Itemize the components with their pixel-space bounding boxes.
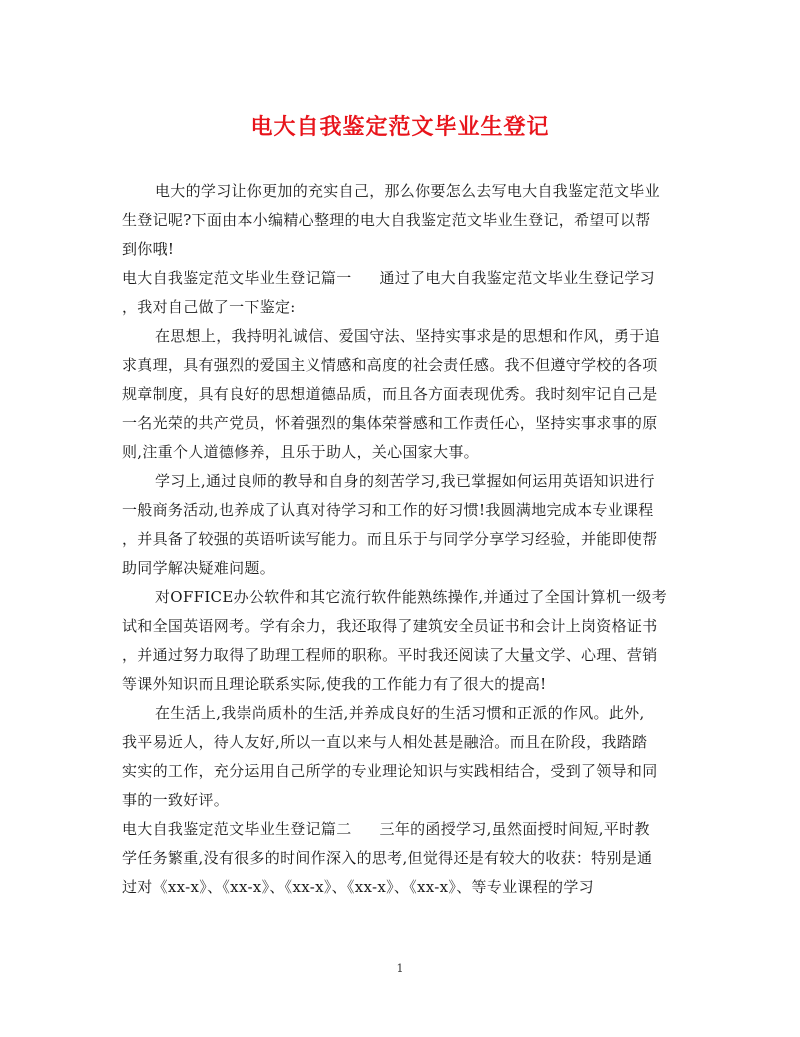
text-line: 一名光荣的共产党员，怀着强烈的集体荣誉感和工作责任心，坚持实事求事的原 — [122, 414, 658, 432]
text-line: 到你哦! — [122, 240, 175, 258]
text-line: 过对《xx-x》、《xx-x》、《xx-x》、《xx-x》、《xx-x》、等专业课程的学习 — [122, 878, 594, 896]
text-line: ，并通过努力取得了助理工程师的职称。平时我还阅读了大量文学、心理、营销 — [122, 646, 658, 664]
paragraph-study — [122, 467, 678, 583]
text-line: 一般商务活动,也养成了认真对待学习和工作的好习惯!我圆满地完成本专业课程 — [122, 501, 654, 519]
text-line: 事的一致好评。 — [122, 791, 230, 809]
section-heading-two: 电大自我鉴定范文毕业生登记篇二 — [122, 820, 352, 838]
text-line: 求真理，具有强烈的爱国主义情感和高度的社会责任感。我不但遵守学校的各项 — [122, 356, 658, 374]
paragraph-skills — [122, 583, 678, 699]
paragraph-section-one — [122, 264, 678, 322]
paragraph-intro — [122, 177, 678, 264]
text-line: 在思想上，我持明礼诚信、爱国守法、坚持实事求是的思想和作风，勇于追 — [155, 327, 660, 345]
text-line: 我平易近人，待人友好,所以一直以来与人相处甚是融洽。而且在阶段，我踏踏 — [122, 733, 648, 751]
section-heading-one: 电大自我鉴定范文毕业生登记篇一 — [122, 269, 352, 287]
text-line: 试和全国英语网考。学有余力，我还取得了建筑安全员证书和会计上岗资格证书 — [122, 617, 658, 635]
paragraph-life — [122, 699, 678, 815]
document-title: 电大自我鉴定范文毕业生登记 — [250, 114, 550, 140]
text-line: 学任务繁重,没有很多的时间作深入的思考,但觉得还是有较大的收获：特别是通 — [122, 849, 653, 867]
text-line: ，我对自己做了一下鉴定: — [122, 298, 296, 316]
text-line: ，并具备了较强的英语听读写能力。而且乐于与同学分享学习经验，并能即使帮 — [122, 530, 658, 548]
text-line: 电大的学习让你更加的充实自己，那么你要怎么去写电大自我鉴定范文毕业 — [155, 182, 660, 200]
text-fragment: 三年的函授学习,虽然面授时间短,平时教 — [379, 820, 650, 838]
text-line — [122, 815, 678, 844]
text-line: 对OFFICE办公软件和其它流行软件能熟练操作,并通过了全国计算机一级考 — [155, 588, 668, 606]
text-line: 实实的工作，充分运用自己所学的专业理论知识与实践相结合，受到了领导和同 — [122, 762, 658, 780]
paragraph-thought — [122, 322, 678, 467]
text-fragment: 通过了电大自我鉴定范文毕业生登记学习 — [379, 269, 655, 287]
text-line: 学习上,通过良师的教导和自身的刻苦学习,我已掌握如何运用英语知识进行 — [155, 472, 655, 490]
page-number: 1 — [396, 962, 404, 975]
document-body — [122, 177, 678, 902]
text-line: 等课外知识而且理论联系实际,使我的工作能力有了很大的提高! — [122, 675, 547, 693]
text-line: 生登记呢?下面由本小编精心整理的电大自我鉴定范文毕业生登记，希望可以帮 — [122, 211, 651, 229]
text-line — [122, 264, 678, 293]
text-line: 则,注重个人道德修养，且乐于助人，关心国家大事。 — [122, 443, 479, 461]
text-line: 助同学解决疑难问题。 — [122, 559, 276, 577]
text-line: 在生活上,我崇尚质朴的生活,并养成良好的生活习惯和正派的作风。此外, — [155, 704, 645, 722]
paragraph-section-two — [122, 815, 678, 902]
text-line: 规章制度，具有良好的思想道德品质，而且各方面表现优秀。我时刻牢记自己是 — [122, 385, 658, 403]
